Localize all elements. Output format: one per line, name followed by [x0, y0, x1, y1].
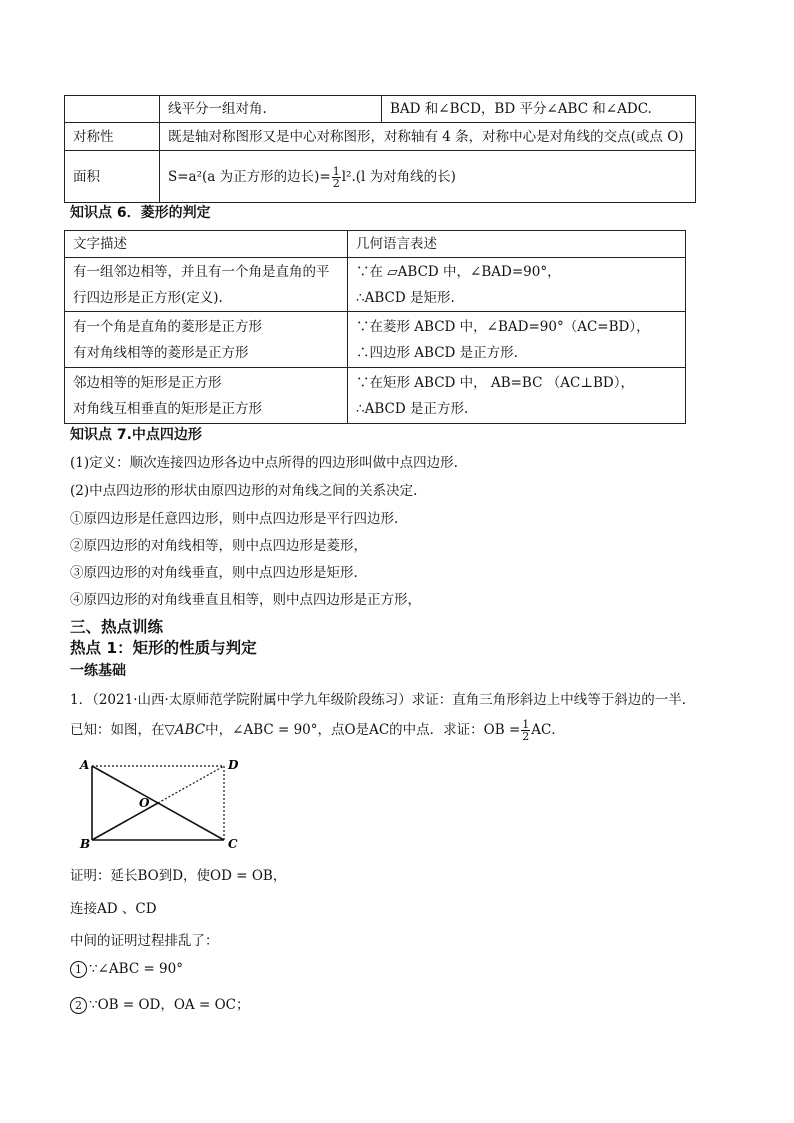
kp7-line: ①原四边形是任意四边形，则中点四边形是平行四边形. [70, 511, 399, 527]
table-row [65, 123, 696, 151]
table-row [65, 151, 696, 203]
table-row [65, 312, 686, 368]
cell-line: 邻边相等的矩形是正方形 [73, 374, 222, 391]
given-text: AC． [531, 722, 565, 738]
table-cell [65, 368, 348, 424]
cell-line: 有一个角是直角的菱形是正方形 [73, 318, 262, 335]
step-text: ∵∠ABC = 90° [89, 961, 183, 977]
table-cell: 既是轴对称图形又是中心对称图形，对称轴有 4 条，对称中心是对角线的交点(或点 O) [160, 123, 696, 151]
proof-line: 证明：延长BO到D，使OD = OB， [70, 868, 287, 884]
given-text: 已知：如图，在 [70, 722, 165, 738]
table-header-cell: 几何语言表述 [348, 231, 686, 258]
step-number: 2 [70, 997, 87, 1014]
section-title: 三、热点训练 [70, 618, 164, 636]
practice-level-title: 一练基础 [70, 663, 126, 679]
square-properties-table [64, 95, 696, 203]
table-cell [65, 96, 160, 123]
table-cell: BAD 和∠BCD，BD 平分∠ABC 和∠ADC. [382, 96, 696, 123]
step-number: 1 [70, 961, 87, 978]
formula-text: S=a²(a 为正方形的边长)= [168, 168, 331, 185]
cell-line: ∵在菱形 ABCD 中，∠BAD=90°（AC=BD）， [356, 318, 650, 335]
fraction [332, 166, 341, 189]
table-cell [348, 258, 686, 312]
question-given [70, 716, 565, 744]
label-b: B [80, 837, 91, 851]
cell-line: 行四边形是正方形(定义). [73, 289, 223, 306]
knowledge-point-7-title: 知识点 7.中点四边形 [70, 427, 202, 443]
table-header-row [65, 231, 686, 258]
proof-step [70, 961, 183, 978]
knowledge-point-6-title: 知识点 6．菱形的判定 [70, 205, 211, 221]
label-a: A [80, 758, 90, 772]
cell-line: ∴四边形 ABCD 是正方形. [356, 344, 518, 361]
fraction [521, 719, 530, 742]
proof-line: 中间的证明过程排乱了： [70, 933, 219, 949]
table-cell [65, 312, 348, 368]
rectangle-diagram [72, 756, 252, 852]
fraction-numerator: 1 [332, 164, 340, 178]
kp7-line: ②原四边形的对角线相等，则中点四边形是菱形， [70, 538, 367, 554]
table-cell [65, 258, 348, 312]
table-cell [348, 368, 686, 424]
proof-line: 连接AD 、CD [70, 901, 157, 917]
kp7-line: (1)定义：顺次连接四边形各边中点所得的四边形叫做中点四边形. [70, 455, 458, 471]
table-cell [348, 312, 686, 368]
cell-line: ∵在矩形 ABCD 中， AB=BC （AC⊥BD）， [356, 374, 634, 391]
fraction-numerator: 1 [522, 718, 530, 731]
fraction-denominator: 2 [332, 176, 340, 190]
square-criteria-table [64, 230, 686, 424]
cell-line: 有一组邻边相等，并且有一个角是直角的平 [73, 263, 330, 280]
fraction-denominator: 2 [522, 730, 530, 743]
segment-od-dotted [158, 766, 224, 803]
table-cell: 对称性 [65, 123, 160, 151]
cell-line: 有对角线相等的菱形是正方形 [73, 344, 249, 361]
given-text: 中，∠ABC = 90°，点O是AC的中点．求证：OB = [205, 722, 521, 738]
table-cell: 线平分一组对角. [160, 96, 382, 123]
kp7-line: ③原四边形的对角线垂直，则中点四边形是矩形. [70, 565, 358, 581]
hotspot-title: 热点 1：矩形的性质与判定 [70, 639, 257, 657]
cell-line: ∴ABCD 是正方形. [356, 400, 469, 417]
given-triangle: ▽ABC [164, 722, 206, 738]
proof-step [70, 993, 249, 1014]
table-row [65, 96, 696, 123]
label-o: O [139, 796, 150, 810]
step-text: ∵OB = OD，OA = OC； [89, 997, 250, 1013]
table-row [65, 368, 686, 424]
table-row [65, 258, 686, 312]
kp7-line: ④原四边形的对角线垂直且相等，则中点四边形是正方形， [70, 592, 421, 608]
table-header-cell: 文字描述 [65, 231, 348, 258]
question-stem: 1．（2021·山西·太原师范学院附属中学九年级阶段练习）求证：直角三角形斜边上中线等于斜边的一半． [70, 692, 696, 708]
kp7-line: (2)中点四边形的形状由原四边形的对角线之间的关系决定. [70, 483, 418, 499]
cell-line: ∴ABCD 是矩形. [356, 289, 455, 306]
cell-line: ∵在 ▱ABCD 中，∠BAD=90°， [356, 263, 561, 280]
cell-line: 对角线互相垂直的矩形是正方形 [73, 400, 262, 417]
label-c: C [228, 837, 238, 851]
table-cell: 面积 [65, 151, 160, 203]
area-formula-cell [160, 151, 696, 203]
formula-text: l².(l 为对角线的长) [341, 168, 456, 185]
label-d: D [228, 758, 239, 772]
